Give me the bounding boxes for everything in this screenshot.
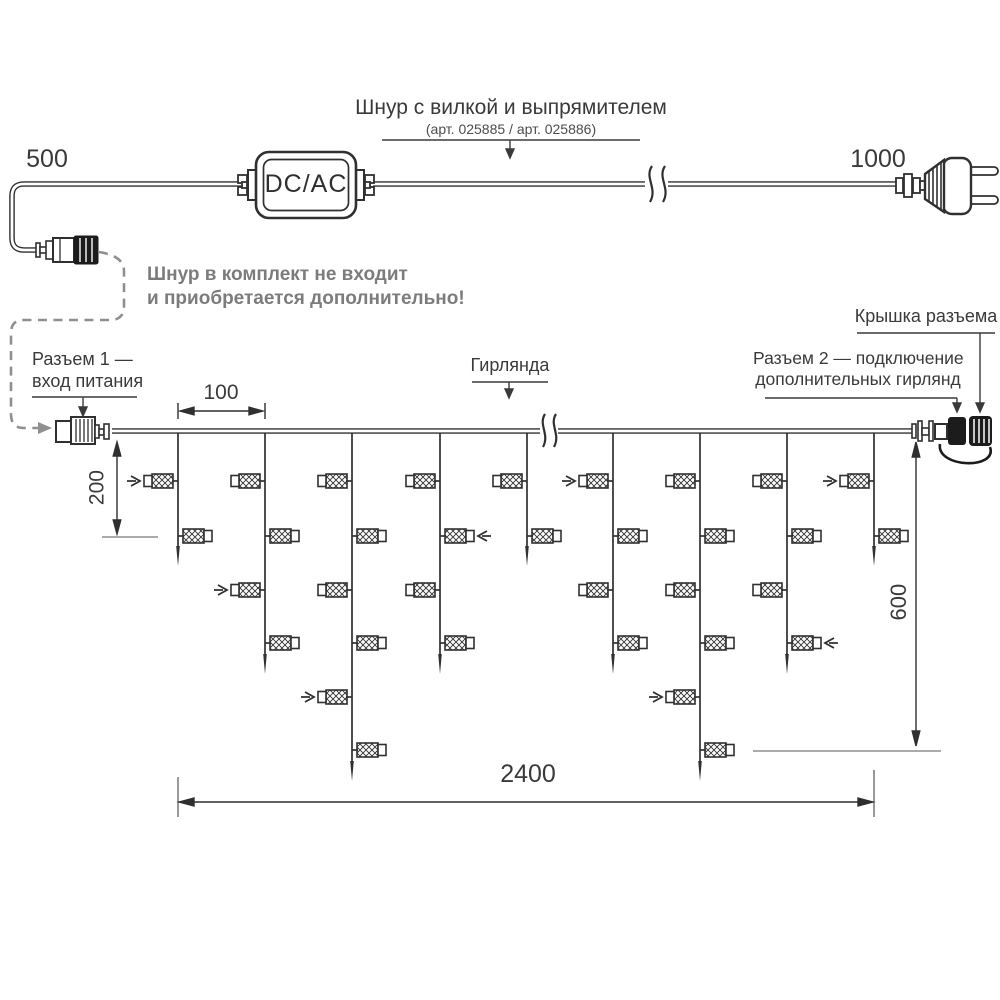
icicle-drop xyxy=(493,433,561,566)
led-bulb-icon xyxy=(318,474,352,488)
led-bulb-icon xyxy=(787,529,821,543)
connector2-label-line2: дополнительных гирлянд xyxy=(755,369,961,389)
cord-title: Шнур с вилкой и выпрямителем xyxy=(355,96,667,119)
cord-break-icon xyxy=(649,166,665,202)
cord-subtitle: (арт. 025885 / арт. 025886) xyxy=(425,121,597,137)
connector2-arrow-icon xyxy=(953,403,961,412)
led-bulb-icon xyxy=(352,529,386,543)
cap-label: Крышка разъема xyxy=(854,306,998,326)
led-bulb-icon xyxy=(613,529,647,543)
dim-2400-label: 2400 xyxy=(500,760,556,788)
plug-pin-top xyxy=(969,167,998,175)
led-bulb-icon xyxy=(265,529,299,543)
drop-tip xyxy=(350,761,354,781)
dcac-right-plug-icon xyxy=(365,175,374,195)
drop-tip xyxy=(438,654,442,674)
connector-2 xyxy=(912,417,966,445)
led-bulb-icon xyxy=(493,474,527,488)
led-bulb-icon xyxy=(352,636,386,650)
cap-arrow-icon xyxy=(976,403,984,412)
light-direction-arrow-icon xyxy=(214,585,227,595)
led-bulb-icon xyxy=(874,529,908,543)
drop-tip xyxy=(785,654,789,674)
plug-pin-bottom xyxy=(969,196,998,204)
light-direction-arrow-icon xyxy=(301,692,314,702)
led-bulb-icon xyxy=(265,636,299,650)
led-bulb-icon xyxy=(352,743,386,757)
drop-tip xyxy=(263,654,267,674)
note-line1: Шнур в комплект не входит xyxy=(147,264,408,285)
led-bulb-icon xyxy=(318,583,352,597)
led-bulb-icon xyxy=(753,583,787,597)
light-direction-arrow-icon xyxy=(562,476,575,486)
dim-500-label: 500 xyxy=(26,145,68,173)
light-direction-arrow-icon xyxy=(823,476,836,486)
light-direction-arrow-icon xyxy=(649,692,662,702)
dim-1000-label: 1000 xyxy=(850,145,906,173)
icicle-drop xyxy=(562,433,647,674)
led-bulb-icon xyxy=(178,529,212,543)
icicle-drop xyxy=(301,433,386,781)
led-bulb-icon xyxy=(700,636,734,650)
icicle-drop xyxy=(823,433,908,566)
drop-tip xyxy=(872,546,876,566)
drops-layer xyxy=(127,433,908,781)
dimension-200 xyxy=(102,442,158,537)
led-bulb-icon xyxy=(214,583,265,597)
dashed-arrowhead-icon xyxy=(38,422,52,434)
strain-relief xyxy=(896,174,925,197)
note-line2: и приобретается дополнительно! xyxy=(147,288,465,309)
light-direction-arrow-icon xyxy=(127,476,140,486)
led-bulb-icon xyxy=(649,690,700,704)
cap-tether-wire xyxy=(940,444,991,463)
icicle-drop xyxy=(649,433,734,781)
garland-label: Гирлянда xyxy=(470,355,550,375)
led-bulb-icon xyxy=(666,583,700,597)
power-cord-wire xyxy=(12,184,897,250)
dcac-label: DC/AC xyxy=(264,170,348,198)
led-bulb-icon xyxy=(787,636,838,650)
led-bulb-icon xyxy=(666,474,700,488)
connector1-label-line2: вход питания xyxy=(32,371,144,391)
led-bulb-icon xyxy=(127,474,178,488)
led-bulb-icon xyxy=(527,529,561,543)
drop-tip xyxy=(176,546,180,566)
dim-100-label: 100 xyxy=(203,381,239,404)
connector1-arrow-icon xyxy=(79,407,87,416)
cord-label-arrow-icon xyxy=(506,149,514,158)
led-bulb-icon xyxy=(440,529,491,543)
led-bulb-icon xyxy=(579,583,613,597)
led-bulb-icon xyxy=(406,474,440,488)
dashed-cord-path xyxy=(11,252,124,434)
drop-tip xyxy=(611,654,615,674)
led-bulb-icon xyxy=(700,529,734,543)
dim-600-label: 600 xyxy=(885,583,911,621)
led-bulb-icon xyxy=(700,743,734,757)
connector2-label-line1: Разъем 2 — подключение xyxy=(753,348,964,368)
led-bulb-icon xyxy=(823,474,874,488)
icicle-drop xyxy=(753,433,838,674)
led-bulb-icon xyxy=(613,636,647,650)
led-bulb-icon xyxy=(753,474,787,488)
led-bulb-icon xyxy=(301,690,352,704)
garland-break-icon xyxy=(543,414,557,447)
light-direction-arrow-icon xyxy=(825,638,838,648)
drop-tip xyxy=(698,761,702,781)
led-bulb-icon xyxy=(440,636,474,650)
light-direction-arrow-icon xyxy=(478,531,491,541)
led-bulb-icon xyxy=(231,474,265,488)
dimension-100 xyxy=(178,403,265,419)
connector1-label-line1: Разъем 1 — xyxy=(32,349,133,369)
connector-1 xyxy=(56,417,109,444)
icicle-drop xyxy=(214,433,299,674)
dim-200-label: 200 xyxy=(85,470,109,506)
led-bulb-icon xyxy=(562,474,613,488)
drop-tip xyxy=(525,546,529,566)
icicle-drop xyxy=(127,433,212,566)
cord-connector xyxy=(36,236,98,264)
led-bulb-icon xyxy=(406,583,440,597)
garland-arrow-icon xyxy=(505,389,513,398)
icicle-drop xyxy=(406,433,491,674)
